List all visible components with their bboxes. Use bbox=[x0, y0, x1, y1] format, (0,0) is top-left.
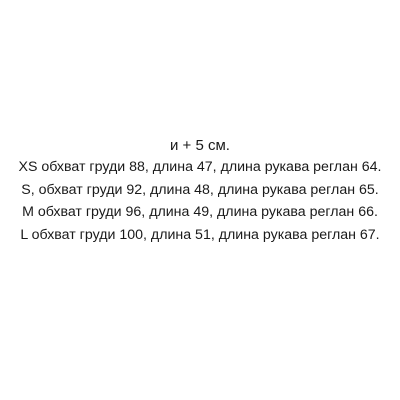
partial-text-line bbox=[0, 137, 400, 156]
partial-text: и + 5 см. bbox=[170, 137, 230, 154]
size-line-l: L обхват груди 100, длина 51, длина рукава реглан 67. bbox=[20, 226, 380, 243]
size-line-m: M обхват груди 96, длина 49, длина рукава реглан 66. bbox=[22, 204, 378, 220]
size-line-xs: XS обхват груди 88, длина 47, длина рукава реглан 64. bbox=[18, 159, 382, 175]
size-chart-text bbox=[0, 137, 400, 246]
size-line-s: S, обхват груди 92, длина 48, длина рукава реглан 65. bbox=[21, 181, 379, 198]
